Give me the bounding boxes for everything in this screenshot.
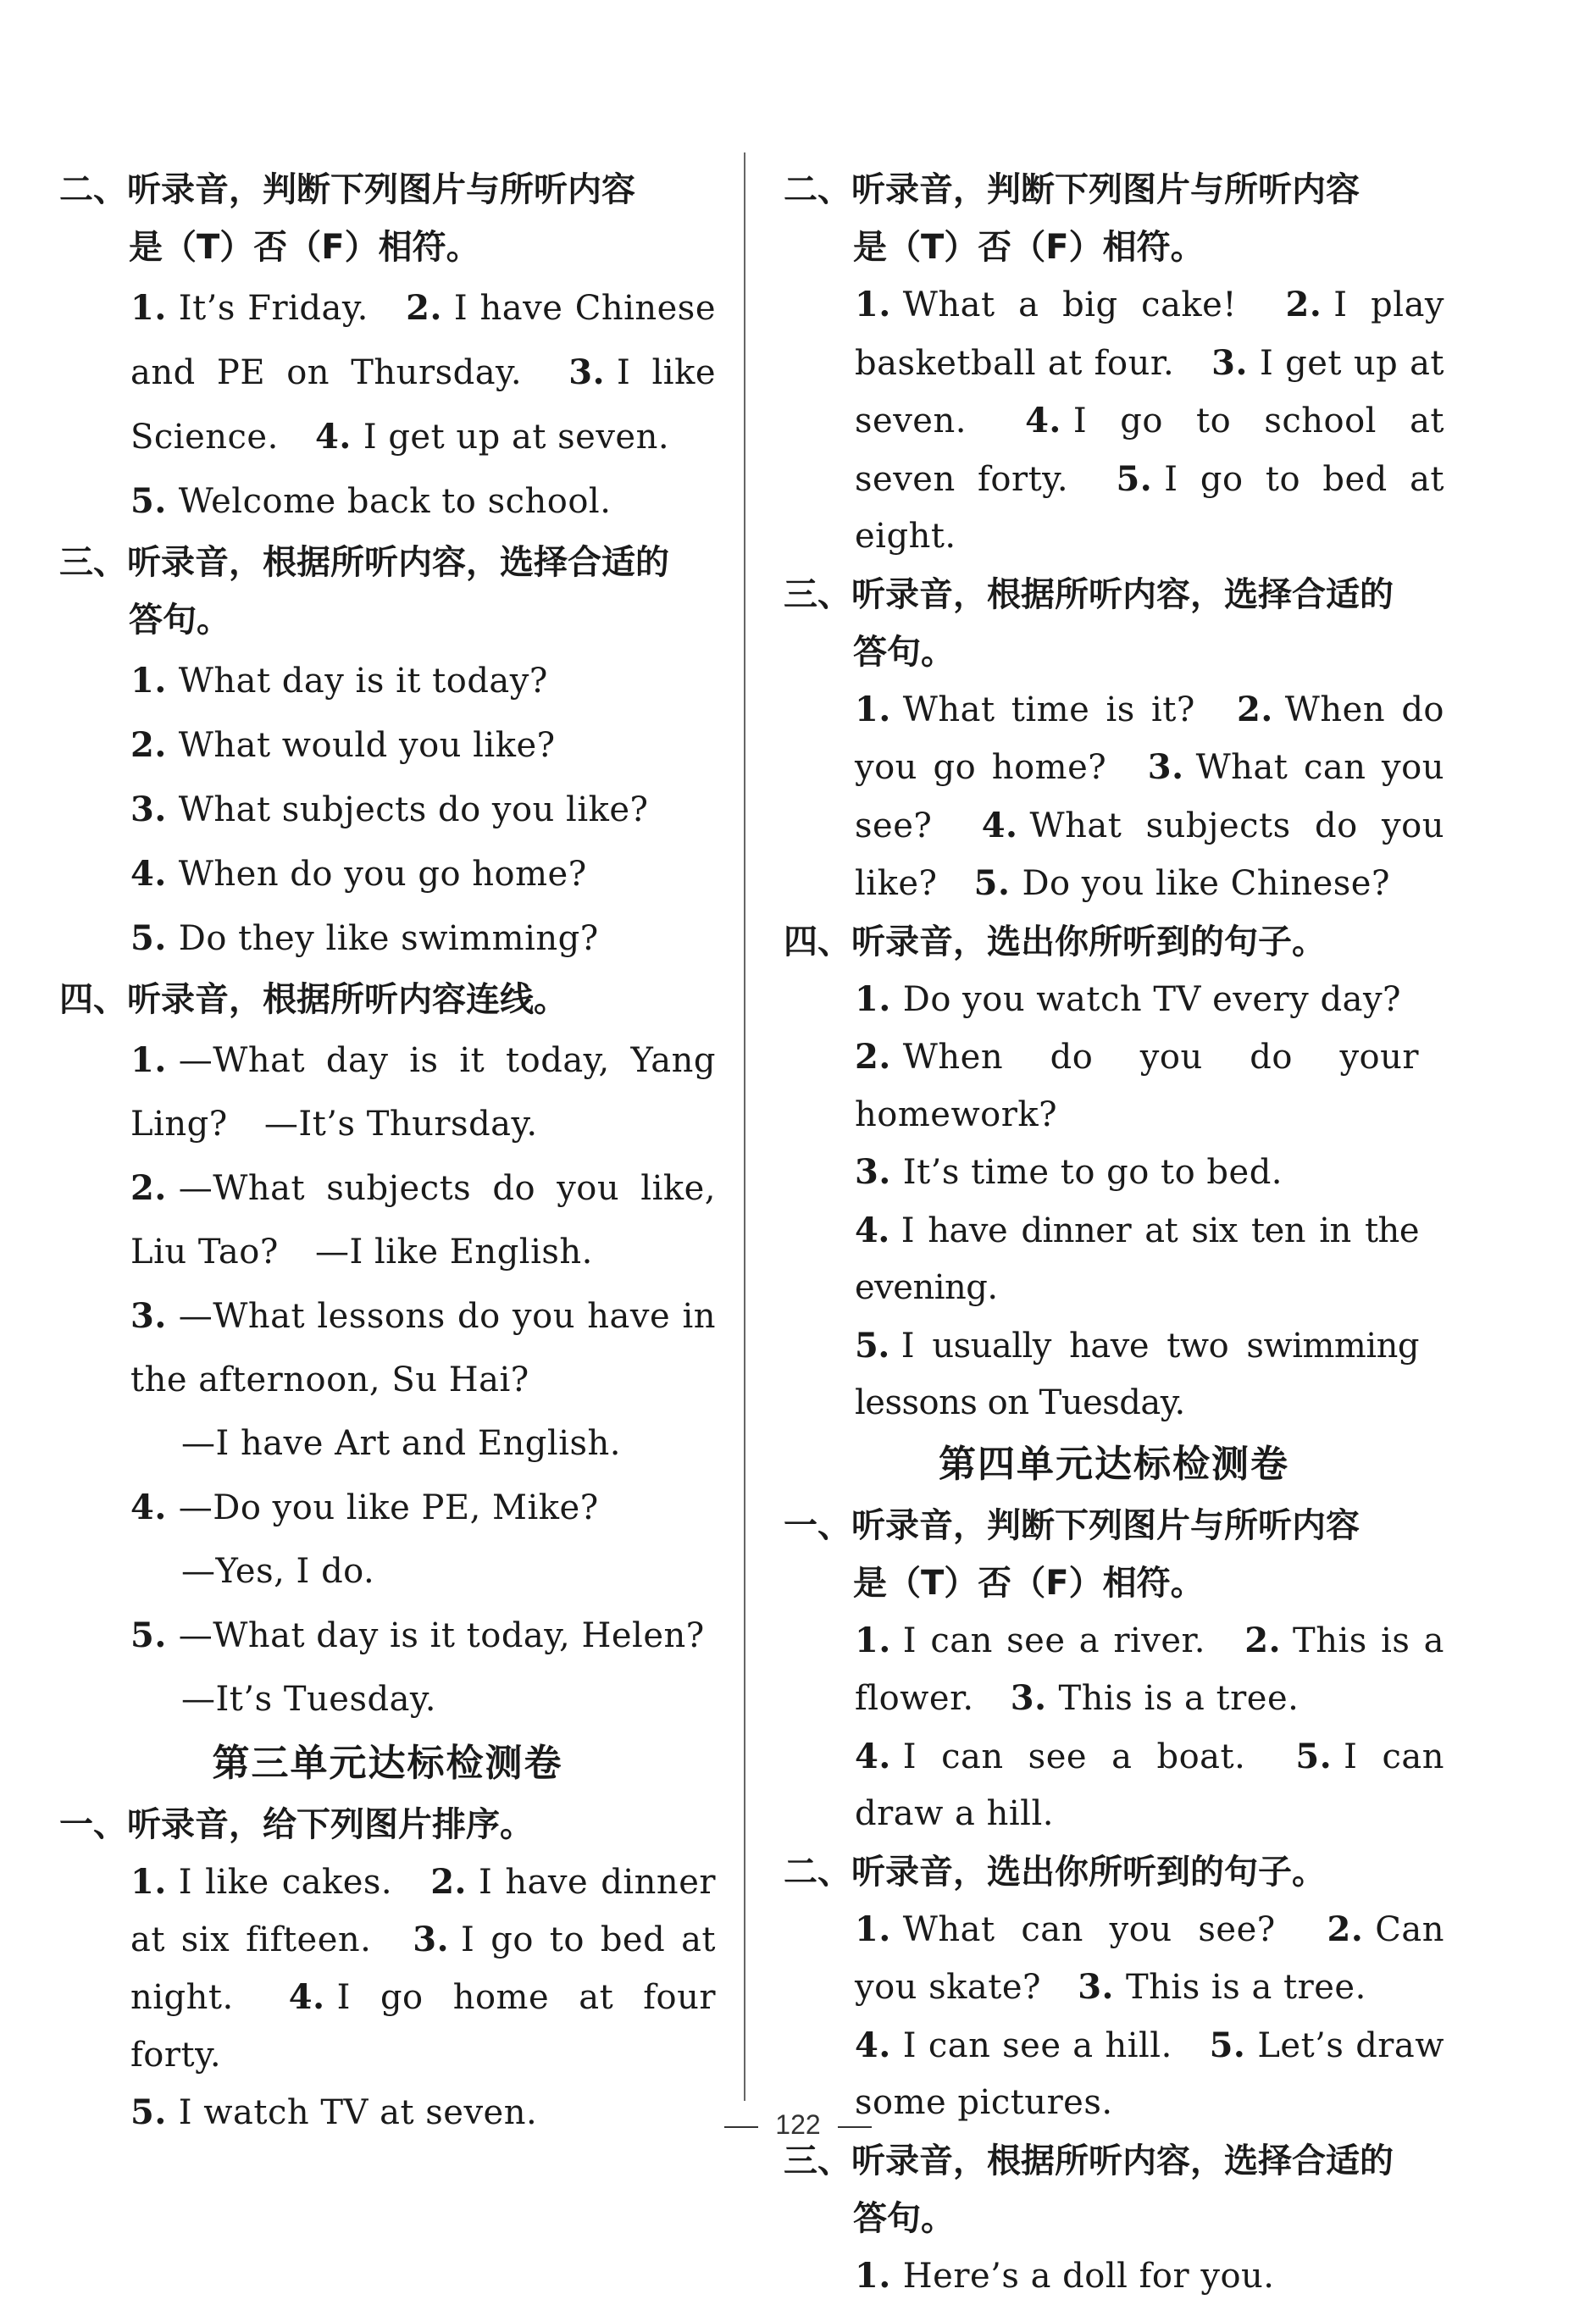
answer-item: 4. I go home at four forty. bbox=[130, 1978, 716, 2075]
answer-item: 2. I have Chinese and PE on Thursday. bbox=[130, 289, 716, 392]
answer-item: 5. I watch TV at seven. bbox=[130, 2084, 690, 2142]
answer-item: 5. Welcome back to school. bbox=[130, 469, 690, 534]
page-number: 122 bbox=[775, 2109, 820, 2140]
column-divider bbox=[744, 152, 745, 2101]
left-column bbox=[59, 161, 716, 2142]
answer-item: 4. I can see a boat. bbox=[855, 1737, 1245, 1776]
answer-item: 4. I can see a hill. bbox=[855, 2026, 1172, 2065]
answer-item: 4. I have dinner at six ten in the evening. bbox=[855, 1202, 1419, 1317]
section-heading: 一、听录音，判断下列图片与所听内容 是（T）否（F）相符。 bbox=[784, 1497, 1444, 1612]
answer-paragraph bbox=[784, 276, 1444, 566]
unit-title: 第三单元达标检测卷 bbox=[59, 1732, 716, 1796]
section-heading: 四、听录音，选出你所听到的句子。 bbox=[784, 913, 1444, 971]
answer-paragraph bbox=[784, 1612, 1444, 1843]
dialogue-list bbox=[59, 1028, 716, 1732]
answer-paragraph bbox=[59, 1853, 716, 2142]
answer-paragraph bbox=[59, 276, 716, 534]
answer-item: 3. What subjects do you like? bbox=[130, 778, 690, 842]
answer-item: 1. What can you see? bbox=[855, 1910, 1276, 1949]
answer-item: 4. I get up at seven. bbox=[315, 418, 669, 457]
answer-item: 5. I usually have two swimming lessons on Tuesday. bbox=[855, 1317, 1419, 1432]
answer-item: 2. What would you like? bbox=[130, 713, 690, 778]
answer-item: 2. When do you go home? bbox=[855, 690, 1444, 788]
answer-item: 5. Do they like swimming? bbox=[130, 906, 690, 971]
answer-item: 4. What subjects do you like? bbox=[855, 806, 1444, 904]
right-column bbox=[784, 161, 1444, 2305]
section-heading: 三、听录音，根据所听内容，选择合适的 答句。 bbox=[59, 534, 716, 649]
dialogue-item: 4. —Do you like PE, Mike? —Yes, I do. bbox=[130, 1476, 716, 1604]
answer-item: 2. I have dinner at six fifteen. bbox=[130, 1863, 716, 1959]
answer-item: 4. When do you go home? bbox=[130, 842, 690, 906]
section-heading: 三、听录音，根据所听内容，选择合适的 答句。 bbox=[784, 566, 1444, 681]
answer-item: 2. Can you skate? bbox=[855, 1910, 1444, 2008]
answer-item: 2. I play basketball at four. bbox=[855, 285, 1444, 383]
section-heading: 二、听录音，判断下列图片与所听内容 是（T）否（F）相符。 bbox=[59, 161, 716, 276]
answer-item: 1. What day is it today? bbox=[130, 649, 690, 713]
section-heading: 二、听录音，判断下列图片与所听内容 是（T）否（F）相符。 bbox=[784, 161, 1444, 276]
footer-dash bbox=[838, 2126, 872, 2128]
answer-item: 1. Do you watch TV every day? bbox=[855, 971, 1419, 1029]
dialogue-item: 3. —What lessons do you have in the afternoon, Su Hai? —I have Art and English. bbox=[130, 1284, 716, 1476]
section-heading: 三、听录音，根据所听内容，选择合适的 答句。 bbox=[784, 2132, 1444, 2247]
answer-item: 1. What a big cake! bbox=[855, 285, 1237, 324]
answer-list bbox=[59, 649, 716, 971]
answer-list bbox=[784, 971, 1444, 1432]
page-footer bbox=[0, 2109, 1596, 2141]
answer-item: 2. When do you do your homework? bbox=[855, 1028, 1419, 1144]
answer-item: 3. It’s time to go to bed. bbox=[855, 1144, 1419, 1202]
answer-item: 1. I like cakes. bbox=[130, 1863, 392, 1902]
section-heading: 四、听录音，根据所听内容连线。 bbox=[59, 971, 716, 1028]
unit-title: 第四单元达标检测卷 bbox=[784, 1432, 1444, 1497]
dialogue-item: 1. —What day is it today, Yang Ling? —It’s Thursday. bbox=[130, 1028, 716, 1156]
dialogue-item: 2. —What subjects do you like, Liu Tao? —I like English. bbox=[130, 1156, 716, 1284]
answer-item: 1. I can see a river. bbox=[855, 1621, 1205, 1660]
answer-paragraph bbox=[784, 2247, 1444, 2305]
answer-paragraph bbox=[784, 681, 1444, 913]
section-heading: 二、听录音，选出你所听到的句子。 bbox=[784, 1843, 1444, 1901]
dialogue-item: 5. —What day is it today, Helen? —It’s Tuesday. bbox=[130, 1604, 716, 1732]
answer-item: 5. I go to bed at eight. bbox=[855, 460, 1444, 557]
footer-dash bbox=[724, 2126, 758, 2128]
answer-item: 3. I like Science. bbox=[130, 353, 716, 457]
answer-item: 1. It’s Friday. bbox=[130, 289, 369, 328]
answer-item: 5. I can draw a hill. bbox=[855, 1737, 1444, 1834]
answer-item: 2. This is a flower. bbox=[855, 1621, 1444, 1719]
section-heading: 一、听录音，给下列图片排序。 bbox=[59, 1796, 716, 1853]
answer-item: 5. Let’s draw some pictures. bbox=[855, 2026, 1444, 2123]
answer-item: 4. I go to school at seven forty. bbox=[855, 402, 1444, 499]
answer-item: 5. Do you like Chinese? bbox=[974, 864, 1390, 903]
answer-paragraph bbox=[784, 1901, 1444, 2132]
answer-item: 1. Here’s a doll for you. bbox=[855, 2257, 1275, 2296]
answer-item: 3. This is a tree. bbox=[1011, 1679, 1300, 1718]
answer-item: 3. I get up at seven. bbox=[855, 344, 1444, 441]
answer-item: 3. This is a tree. bbox=[1078, 1968, 1366, 2007]
answer-item: 3. What can you see? bbox=[855, 748, 1444, 845]
answer-item: 1. What time is it? bbox=[855, 690, 1195, 729]
answer-item: 3. I go to bed at night. bbox=[130, 1920, 716, 2017]
